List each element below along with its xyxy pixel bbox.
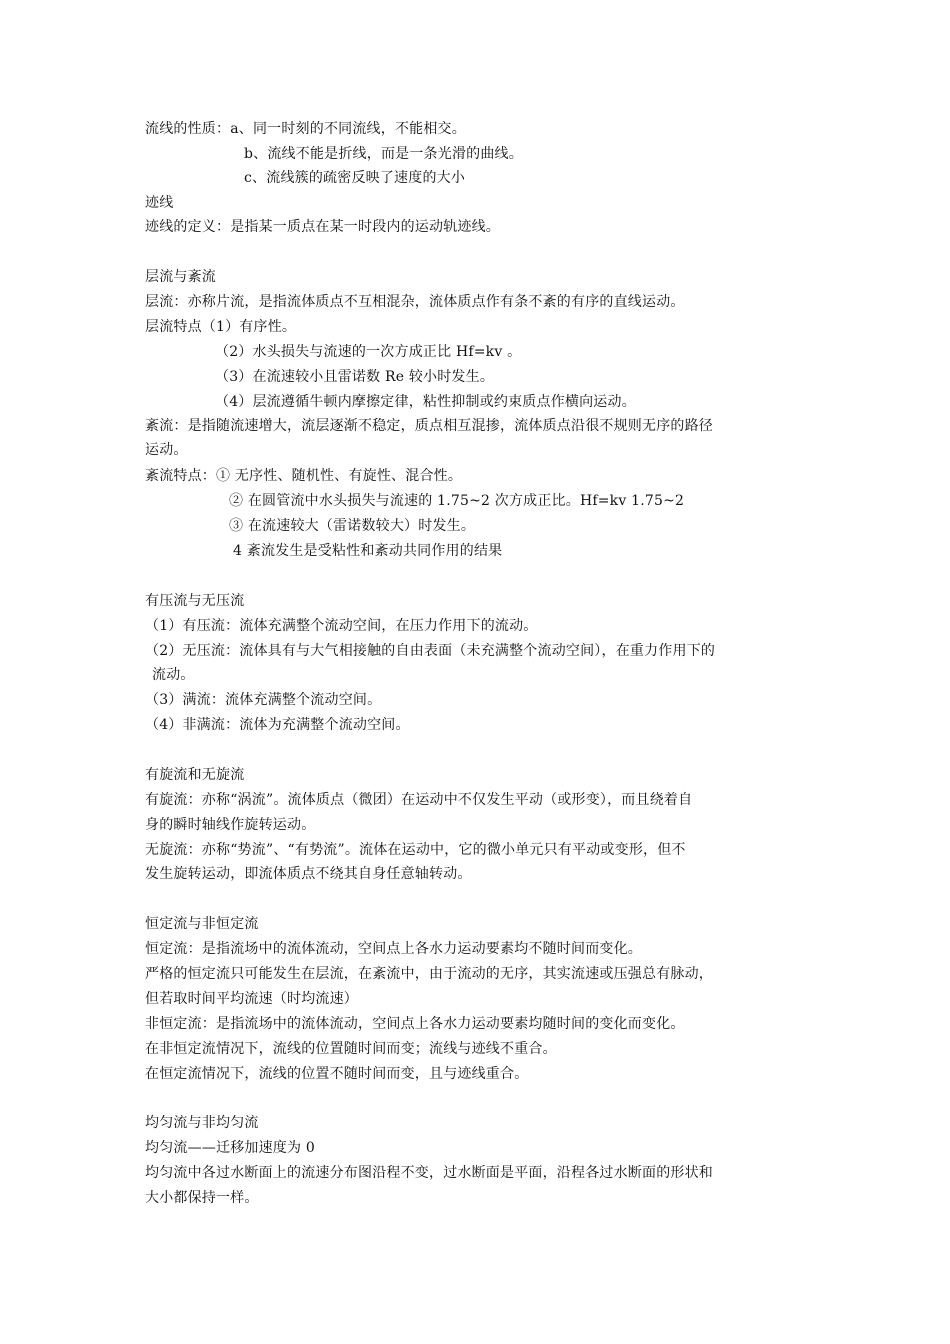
pressure-flow-item-3: （3）满流：流体充满整个流动空间。 [145, 692, 382, 708]
pathline-definition: 迹线的定义：是指某一质点在某一时段内的运动轨迹线。 [145, 219, 500, 235]
steady-flow-note-cont: 但若取时间平均流速（时均流速） [145, 991, 358, 1007]
turbulent-definition-cont: 运动。 [145, 442, 188, 458]
pressure-flow-item-4: （4）非满流：流体为充满整个流动空间。 [145, 717, 410, 733]
pressure-flow-item-2-cont: 流动。 [152, 667, 195, 683]
rotational-flow-heading: 有旋流和无旋流 [145, 767, 245, 783]
streamline-properties-b: b、流线不能是折线，而是一条光滑的曲线。 [244, 146, 523, 162]
laminar-feature-2: （2）水头损失与流速的一次方成正比 Hf=kv 。 [215, 344, 522, 360]
uniform-flow-description: 均匀流中各过水断面上的流速分布图沿程不变，过水断面是平面，沿程各过水断面的形状和 [145, 1165, 713, 1181]
laminar-feature-1: 层流特点（1）有序性。 [145, 319, 297, 335]
uniform-flow-description-cont: 大小都保持一样。 [145, 1190, 259, 1206]
irrotational-flow-definition: 无旋流：亦称“势流”、“有势流”。流体在运动中，它的微小单元只有平动或变形，但不 [145, 842, 686, 858]
steady-flow-streamlines: 在恒定流情况下，流线的位置不随时间而变，且与迹线重合。 [145, 1066, 529, 1082]
laminar-definition: 层流：亦称片流，是指流体质点不互相混杂，流体质点作有条不紊的有序的直线运动。 [145, 294, 685, 310]
pressure-flow-item-1: （1）有压流：流体充满整个流动空间，在压力作用下的流动。 [145, 618, 538, 634]
steady-flow-note: 严格的恒定流只可能发生在层流，在紊流中，由于流动的无序，其实流速或压强总有脉动， [145, 966, 713, 982]
laminar-feature-3: （3）在流速较小且雷诺数 Re 较小时发生。 [215, 369, 495, 385]
steady-flow-definition: 恒定流：是指流场中的流体流动，空间点上各水力运动要素均不随时间而变化。 [145, 941, 642, 957]
pathline-heading: 迹线 [145, 195, 174, 211]
turbulent-feature-2: ② 在圆管流中水头损失与流速的 1.75~2 次方成正比。Hf=kv 1.75~2 [229, 493, 685, 509]
unsteady-flow-streamlines: 在非恒定流情况下，流线的位置随时间而变；流线与迹线不重合。 [145, 1041, 557, 1057]
laminar-turbulent-heading: 层流与紊流 [145, 269, 216, 285]
laminar-feature-4: （4）层流遵循牛顿内摩擦定律，粘性抑制或约束质点作横向运动。 [215, 394, 636, 410]
pressure-flow-heading: 有压流与无压流 [145, 593, 245, 609]
streamline-properties-a: 流线的性质：a、同一时刻的不同流线，不能相交。 [145, 121, 466, 137]
steady-flow-heading: 恒定流与非恒定流 [145, 916, 259, 932]
turbulent-definition: 紊流：是指随流速增大，流层逐渐不稳定，质点相互混掺，流体质点沿很不规则无序的路径 [145, 418, 713, 434]
turbulent-feature-3: ③ 在流速较大（雷诺数较大）时发生。 [229, 518, 476, 534]
rotational-flow-definition-cont: 身的瞬时轴线作旋转运动。 [145, 817, 316, 833]
turbulent-feature-4: 4 紊流发生是受粘性和紊动共同作用的结果 [233, 543, 503, 559]
uniform-flow-definition: 均匀流——迁移加速度为 0 [145, 1140, 315, 1156]
rotational-flow-definition: 有旋流：亦称“涡流”。流体质点（微团）在运动中不仅发生平动（或形变），而且绕着自 [145, 792, 693, 808]
turbulent-feature-1: 紊流特点：① 无序性、随机性、有旋性、混合性。 [145, 468, 463, 484]
uniform-flow-heading: 均匀流与非均匀流 [145, 1115, 259, 1131]
streamline-properties-c: c、流线簇的疏密反映了速度的大小 [244, 170, 466, 186]
irrotational-flow-definition-cont: 发生旋转运动，即流体质点不绕其自身任意轴转动。 [145, 866, 472, 882]
pressure-flow-item-2: （2）无压流：流体具有与大气相接触的自由表面（未充满整个流动空间），在重力作用下的 [145, 643, 716, 659]
unsteady-flow-definition: 非恒定流：是指流场中的流体流动，空间点上各水力运动要素均随时间的变化而变化。 [145, 1016, 685, 1032]
